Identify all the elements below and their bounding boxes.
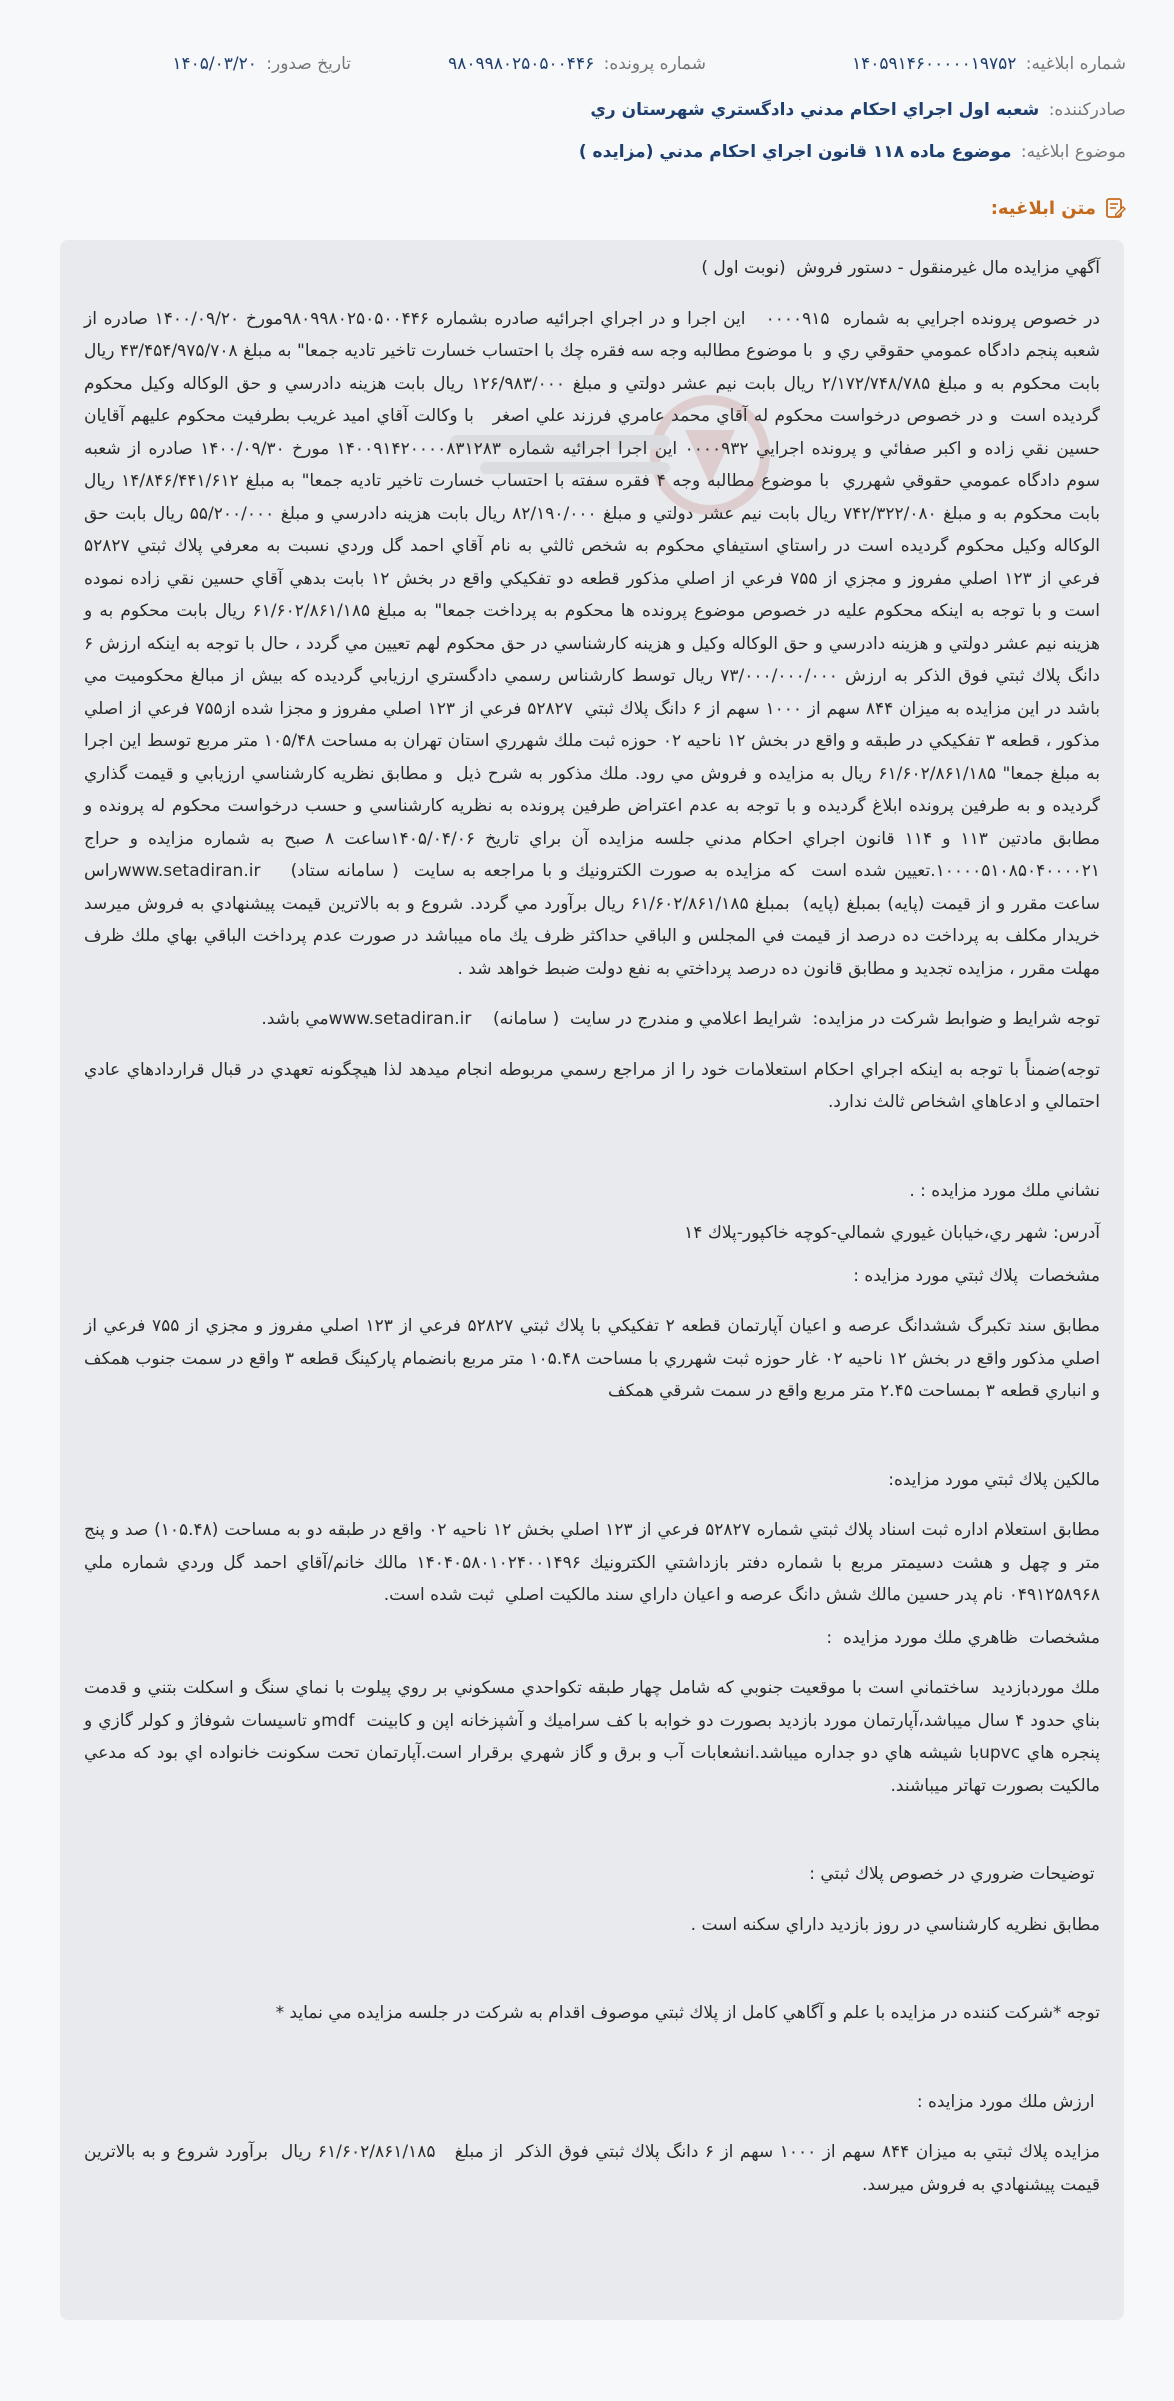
owners-heading: مالكين پلاك ثبتي مورد مزايده:	[888, 1469, 1100, 1490]
case-number-value: ۹۸۰۹۹۸۰۲۵۰۵۰۰۴۴۶	[448, 54, 595, 74]
appearance-heading: مشخصات ظاهري ملك مورد مزايده :	[826, 1627, 1100, 1648]
case-number-label: شماره پرونده:	[603, 54, 706, 74]
subject-value: موضوع ماده ۱۱۸ قانون اجراي احكام مدني (مزايده )	[578, 142, 1012, 162]
case-number	[448, 54, 706, 74]
plate-specs-text: مطابق سند تكبرگ ششدانگ عرصه و اعيان آپارتمان قطعه ۲ تفكيكي با پلاك ثبتي ۵۲۸۲۷ فرعي از ۱۲۳ اصلي مفروز و مجزي از ۷۵۵ فرعي از اصلي مذكور واقع در بخش ۱۲ ناحيه ۰۲ غار حوزه ثبت شهرري با مساحت ۱۰۵.۴۸ متر مربع بانضمام پاركينگ قطعه ۳ واقع در سمت جنوب همكف و انباري قطعه ۳ بمساحت ۲.۴۵ متر مربع واقع در سمت شرقي همكف	[78, 1316, 1100, 1401]
terms-paragraph: توجه شرايط و ضوابط شركت در مزايده: شرايط اعلامي و مندرج در سايت ( سامانه) www.setadiran.irمي باشد.	[261, 1009, 1100, 1029]
issue-date-label: تاريخ صدور:	[266, 54, 351, 74]
notice-meta-row	[60, 54, 1126, 86]
notice-number-label: شماره ابلاغيه:	[1025, 54, 1126, 74]
notes-text: مطابق نظريه كارشناسي در روز بازديد داراي سكنه است .	[690, 1914, 1100, 1935]
address-heading: نشاني ملك مورد مزايده : .	[909, 1180, 1100, 1201]
subject-label: موضوع ابلاغيه:	[1020, 142, 1126, 162]
body-title-label: متن ابلاغيه:	[990, 197, 1096, 219]
issuer-value: شعبه اول اجراي احكام مدني دادگستري شهرستان ري	[590, 100, 1040, 120]
value-text: مزايده پلاك ثبتي به ميزان ۸۴۴ سهم از ۱۰۰۰ سهم از ۶ دانگ پلاك ثبتي فوق الذكر از مبلغ ۶۱/۶۰۲/۸۶۱/۱۸۵ ريال برآورد شروع و به بالاترين قيمت پيشنهادي به فروش ميرسد.	[78, 2142, 1101, 2195]
issue-date-value: ۱۴۰۵/۰۳/۲۰	[172, 54, 257, 74]
notice-heading: آگهي مزايده مال غيرمنقول - دستور فروش (نوبت اول )	[701, 258, 1100, 278]
notice-number	[852, 54, 1126, 74]
document-edit-icon	[1104, 197, 1126, 219]
owners-text: مطابق استعلام اداره ثبت اسناد پلاك ثبتي شماره ۵۲۸۲۷ فرعي از ۱۲۳ اصلي بخش ۱۲ ناحيه ۰۲ واقع در طبقه دو به مساحت (۱۰۵.۴۸) صد و پنج متر و چهل و هشت دسيمتر مربع با شماره دفتر بازداشتي الكترونيك ۱۴۰۴۰۵۸۰۱۰۲۴۰۰۱۴۹۶ مالك خانم/آقاي احمد گل وردي شماره ملي ۰۴۹۱۲۵۸۹۶۸ نام پدر حسين مالك شش دانگ عرصه و اعيان داراي سند مالكيت اصلي ثبت شده است.	[78, 1520, 1101, 1605]
issuer-label: صادركننده:	[1048, 100, 1126, 120]
body-title	[991, 197, 1126, 219]
issuer-line	[60, 100, 1126, 120]
disclaimer-paragraph: توجه)ضمناً با توجه به اينكه اجراي احكام استعلامات خود را از مراجع رسمي مربوطه انجام ميدهد لذا هيچگونه تعهدي در قبال قراردادهاي عادي احتمالي و ادعاهاي اشخاص ثالث ندارد.	[78, 1059, 1100, 1112]
address-text: آدرس: شهر ري،خيابان غيوري شمالي-كوچه خاكپور-پلاك ۱۴	[684, 1223, 1100, 1243]
notes-heading: توضيحات ضروري در خصوص پلاك ثبتي :	[809, 1864, 1100, 1884]
participant-notice: توجه *شركت كننده در مزايده با علم و آگاهي كامل از پلاك ثبتي موصوف اقدام به شركت در جلسه مزايده مي نمايد *	[275, 2003, 1100, 2023]
notice-body-card	[60, 240, 1124, 2320]
notice-number-value: ۱۴۰۵۹۱۴۶۰۰۰۰۰۱۹۷۵۲	[852, 54, 1017, 74]
notice-main-paragraph: در خصوص پرونده اجرايي به شماره ۰۰۰۰۹۱۵ اين اجرا و در اجراي اجرائيه صادره بشماره ۹۸۰۹۹۸۰۲۵۰۵۰۰۴۴۶مورخ ۱۴۰۰/۰۹/۲۰ صادره از شعبه پنجم دادگاه عمومي حقوقي ري و با موضوع مطالبه وجه سه فقره چك با احتساب خسارت تاخير تاديه جمعا" به مبلغ ۴۳/۴۵۴/۹۷۵/۷۰۸ ريال بابت محكوم به و مبلغ ۲/۱۷۲/۷۴۸/۷۸۵ ريال بابت نيم عشر دولتي و مبلغ ۱۲۶/۹۸۳/۰۰۰ ريال بابت هزينه دادرسي و حق الوكاله وكيل محكوم گرديده است و در خصوص درخواست محكوم له آقاي محمد عامري فرزند علي اصغر با وكالت آقاي اميد غريب بطرفيت محكوم عليهم آقايان حسين نقي زاده و اكبر صفائي و پرونده اجرايي ۰۰۰۰۹۳۲ اين اجرا اجرائيه شماره ۱۴۰۰۹۱۴۲۰۰۰۰۸۳۱۲۸۳ مورخ ۱۴۰۰/۰۹/۳۰ صادره از شعبه سوم دادگاه عمومي حقوقي شهرري با موضوع مطالبه وجه ۴ فقره سفته با احتساب خسارت تاخير تاديه جمعا" به مبلغ ۱۴/۸۴۶/۴۴۱/۶۱۲ ريال بابت محكوم به و مبلغ ۷۴۲/۳۲۲/۰۸۰ ريال بابت نيم عشر دولتي و مبلغ ۸۲/۱۹۰/۰۰۰ ريال بابت هزينه دادرسي و مبلغ ۵۵/۲۰۰/۰۰۰ ريال بابت حق الوكاله وكيل محكوم گرديده است در راستاي استيفاي محكوم به شخص ثالثي به نام آقاي احمد گل وردي نسبت به معرفي پلاك ثبتي ۵۲۸۲۷ فرعي از ۱۲۳ اصلي مفروز و مجزي از ۷۵۵ فرعي از اصلي مذكور قطعه دو تفكيكي واقع در بخش ۱۲ بابت بدهي آقاي حسين نقي زاده نموده است و با توجه به اينكه محكوم عليه در خصوص موضوع پرونده ها محكوم به پرداخت جمعا" به مبلغ ۶۱/۶۰۲/۸۶۱/۱۸۵ ريال بابت محكوم به و هزينه نيم عشر دولتي و هزينه دادرسي و حق الوكاله وكيل و هزينه كارشناسي در حق محكوم لهم تعيين مي گردد ، حال با توجه به اينكه ارزش ۶ دانگ پلاك ثبتي فوق الذكر به ارزش ۷۳/۰۰۰/۰۰۰/۰۰۰ ريال توسط كارشناس رسمي دادگستري ارزيابي گرديده كه بيش از مبالغ محكوميت مي باشد در اين مزايده به ميزان ۸۴۴ سهم از ۱۰۰۰ سهم از ۶ دانگ پلاك ثبتي ۵۲۸۲۷ فرعي از ۱۲۳ اصلي مفروز و مجزا شده از۷۵۵ فرعي از اصلي مذكور ، قطعه ۳ تفكيكي در طبقه و واقع در بخش ۱۲ ناحيه ۰۲ حوزه ثبت ملك شهرري استان تهران به مساحت ۱۰۵/۴۸ متر مربع توسط اين اجرا به مبلغ جمعا" ۶۱/۶۰۲/۸۶۱/۱۸۵ ريال به مزايده و فروش مي رود. ملك مذكور به شرح ذيل و مطابق نظريه كارشناسي ارزيابي و قيمت گذاري گرديده و به طرفين پرونده ابلاغ گرديده و با توجه به عدم اعتراض طرفين پرونده به نظريه كارشناسي و حسب درخواست محكوم له پرونده و مطابق مادتين ۱۱۳ و ۱۱۴ قانون اجراي احكام مدني جلسه مزايده آن براي تاريخ ۱۴۰۵/۰۴/۰۶ساعت ۸ صبح به شماره مزايده و حراج ۱۰۰۰۰۵۱۰۸۵۰۴۰۰۰۰۲۱.تعيين شده است كه مزايده به صورت الكترونيك و با مراجعه به سايت ( سامانه ستاد) www.setadiran.irراس ساعت مقرر و از قيمت (پايه) بمبلغ (پايه) بمبلغ ۶۱/۶۰۲/۸۶۱/۱۸۵ ريال برآورد مي گردد. شروع و به بالاترين قيمت پيشنهادي به فروش ميرسد خريدار مكلف به پرداخت ده درصد از قيمت في المجلس و الباقي حداكثر ظرف يك ماه ميباشد در صورت عدم پرداخت الباقي بهاي ملك ظرف مهلت مقرر ، مزايده تجديد و مطابق قانون ده درصد پرداختي به نفع دولت ضبط خواهد شد .	[78, 308, 1101, 979]
plate-specs-heading: مشخصات پلاك ثبتي مورد مزايده :	[853, 1265, 1100, 1286]
appearance-text: ملك موردبازديد ساختماني است با موقعيت جنوبي كه شامل چهار طبقه تكواحدي مسكوني بر روي پيلوت با نماي سنگ و اسكلت بتني و قدمت بناي حدود ۴ سال ميباشد،آپارتمان مورد بازديد بصورت دو خوابه با كف سراميك و آشپزخانه اپن و كابينت mdfو تاسيسات شوفاژ و كولر گازي و پنجره هاي upvcبا شيشه هاي دو جداره ميباشد.انشعابات آب و برق و گاز شهري برقرار است.آپارتمان تحت سكونت خانواده اي بود كه مدعي مالكيت بصورت تهاتر ميباشند.	[78, 1678, 1101, 1796]
subject-line	[60, 142, 1126, 162]
value-heading: ارزش ملك مورد مزايده :	[916, 2091, 1100, 2112]
issue-date	[172, 54, 351, 74]
